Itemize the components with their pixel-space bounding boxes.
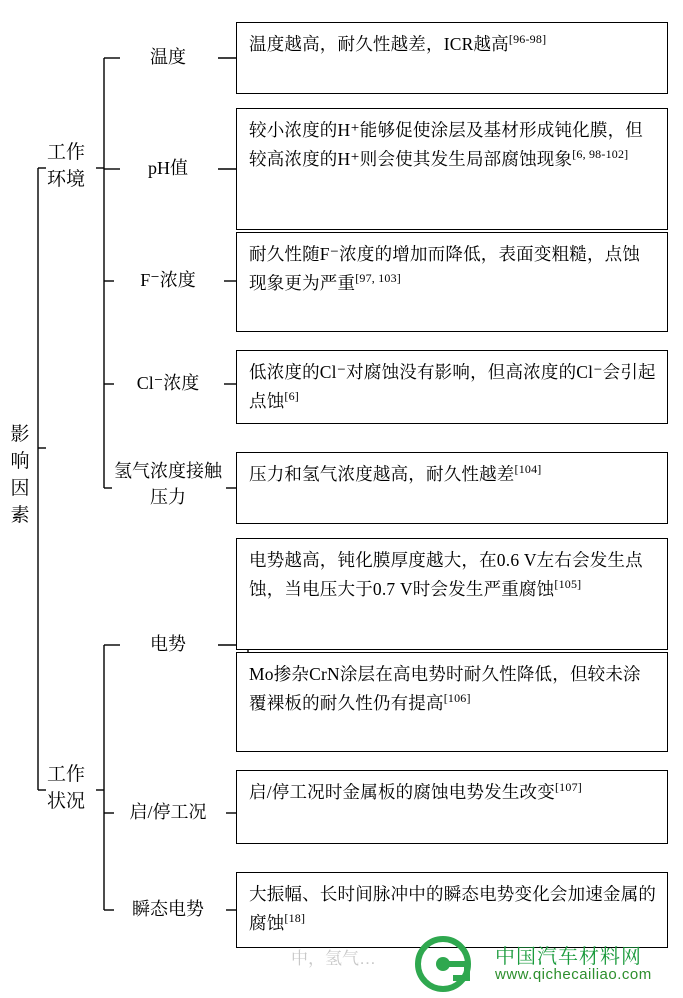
content-box-start-stop bbox=[236, 770, 668, 844]
content-box-ph bbox=[236, 108, 668, 230]
content-box-potential-2 bbox=[236, 652, 668, 752]
leaf-label-start-stop: 启/停工况 bbox=[129, 802, 207, 822]
watermark-logo-icon bbox=[409, 934, 481, 992]
content-box-ph-text: 较小浓度的H⁺能够促使涂层及基材形成钝化膜，但较高浓度的H⁺则会使其发生局部腐蚀现象 bbox=[249, 120, 643, 169]
content-box-transient-ref: [18] bbox=[284, 911, 306, 926]
leaf-label-ph: pH值 bbox=[148, 158, 188, 178]
leaf-label-transient-potential: 瞬态电势 bbox=[132, 899, 204, 919]
leaf-label-cl-concentration: Cl⁻浓度 bbox=[136, 373, 200, 393]
content-box-temperature-text: 温度越高，耐久性越差，ICR越高 bbox=[249, 34, 509, 54]
branch-label-work-condition: 工作状况 bbox=[46, 764, 85, 812]
root-label: 影响因素 bbox=[10, 424, 30, 526]
leaf-label-temperature: 温度 bbox=[150, 47, 186, 67]
branch-label-work-environment: 工作环境 bbox=[46, 142, 85, 190]
watermark-faint-text: 中，氢气… bbox=[291, 949, 376, 968]
content-box-start-stop-ref: [107] bbox=[554, 780, 582, 795]
content-box-f-ref: [97, 103] bbox=[355, 271, 401, 286]
content-box-hydrogen-text: 压力和氢气浓度越高，耐久性越差 bbox=[249, 464, 515, 484]
content-box-cl-ref: [6] bbox=[284, 389, 299, 404]
content-box-hydrogen-ref: [104] bbox=[514, 462, 542, 477]
content-box-potential-1 bbox=[236, 538, 668, 650]
content-box-f-text: 耐久性随F⁻浓度的增加而降低，表面变粗糙，点蚀现象更为严重 bbox=[249, 244, 641, 293]
content-box-cl-text: 低浓度的Cl⁻对腐蚀没有影响，但高浓度的Cl⁻会引起点蚀 bbox=[249, 362, 656, 411]
content-box-start-stop-text: 启/停工况时金属板的腐蚀电势发生改变 bbox=[249, 782, 555, 802]
content-box-temperature-ref: [96-98] bbox=[508, 32, 547, 47]
watermark-brand: 中国汽车材料网 bbox=[495, 946, 642, 968]
content-box-temperature bbox=[236, 22, 668, 94]
content-box-ph-ref: [6, 98-102] bbox=[572, 147, 629, 162]
leaf-label-potential: 电势 bbox=[150, 634, 186, 654]
content-box-transient-text: 大振幅、长时间脉冲中的瞬态电势变化会加速金属的腐蚀 bbox=[249, 884, 657, 933]
content-box-potential-2-text: Mo掺杂CrN涂层在高电势时耐久性降低，但较未涂覆裸板的耐久性仍有提高 bbox=[249, 664, 641, 713]
watermark bbox=[291, 934, 677, 994]
content-box-f-concentration bbox=[236, 232, 668, 332]
watermark-url: www.qichecailiao.com bbox=[495, 966, 652, 983]
content-box-hydrogen-pressure bbox=[236, 452, 668, 524]
content-box-potential-1-text: 电势越高，钝化膜厚度越大，在0.6 V左右会发生点蚀，当电压大于0.7 V时会发生严重腐蚀 bbox=[249, 550, 643, 599]
content-box-potential-1-ref: [105] bbox=[554, 577, 582, 592]
leaf-label-f-concentration: F⁻浓度 bbox=[140, 270, 196, 290]
content-box-potential-2-ref: [106] bbox=[443, 691, 471, 706]
content-box-cl-concentration bbox=[236, 350, 668, 424]
leaf-label-hydrogen-pressure: 氢气浓度接触压力 bbox=[114, 461, 222, 507]
